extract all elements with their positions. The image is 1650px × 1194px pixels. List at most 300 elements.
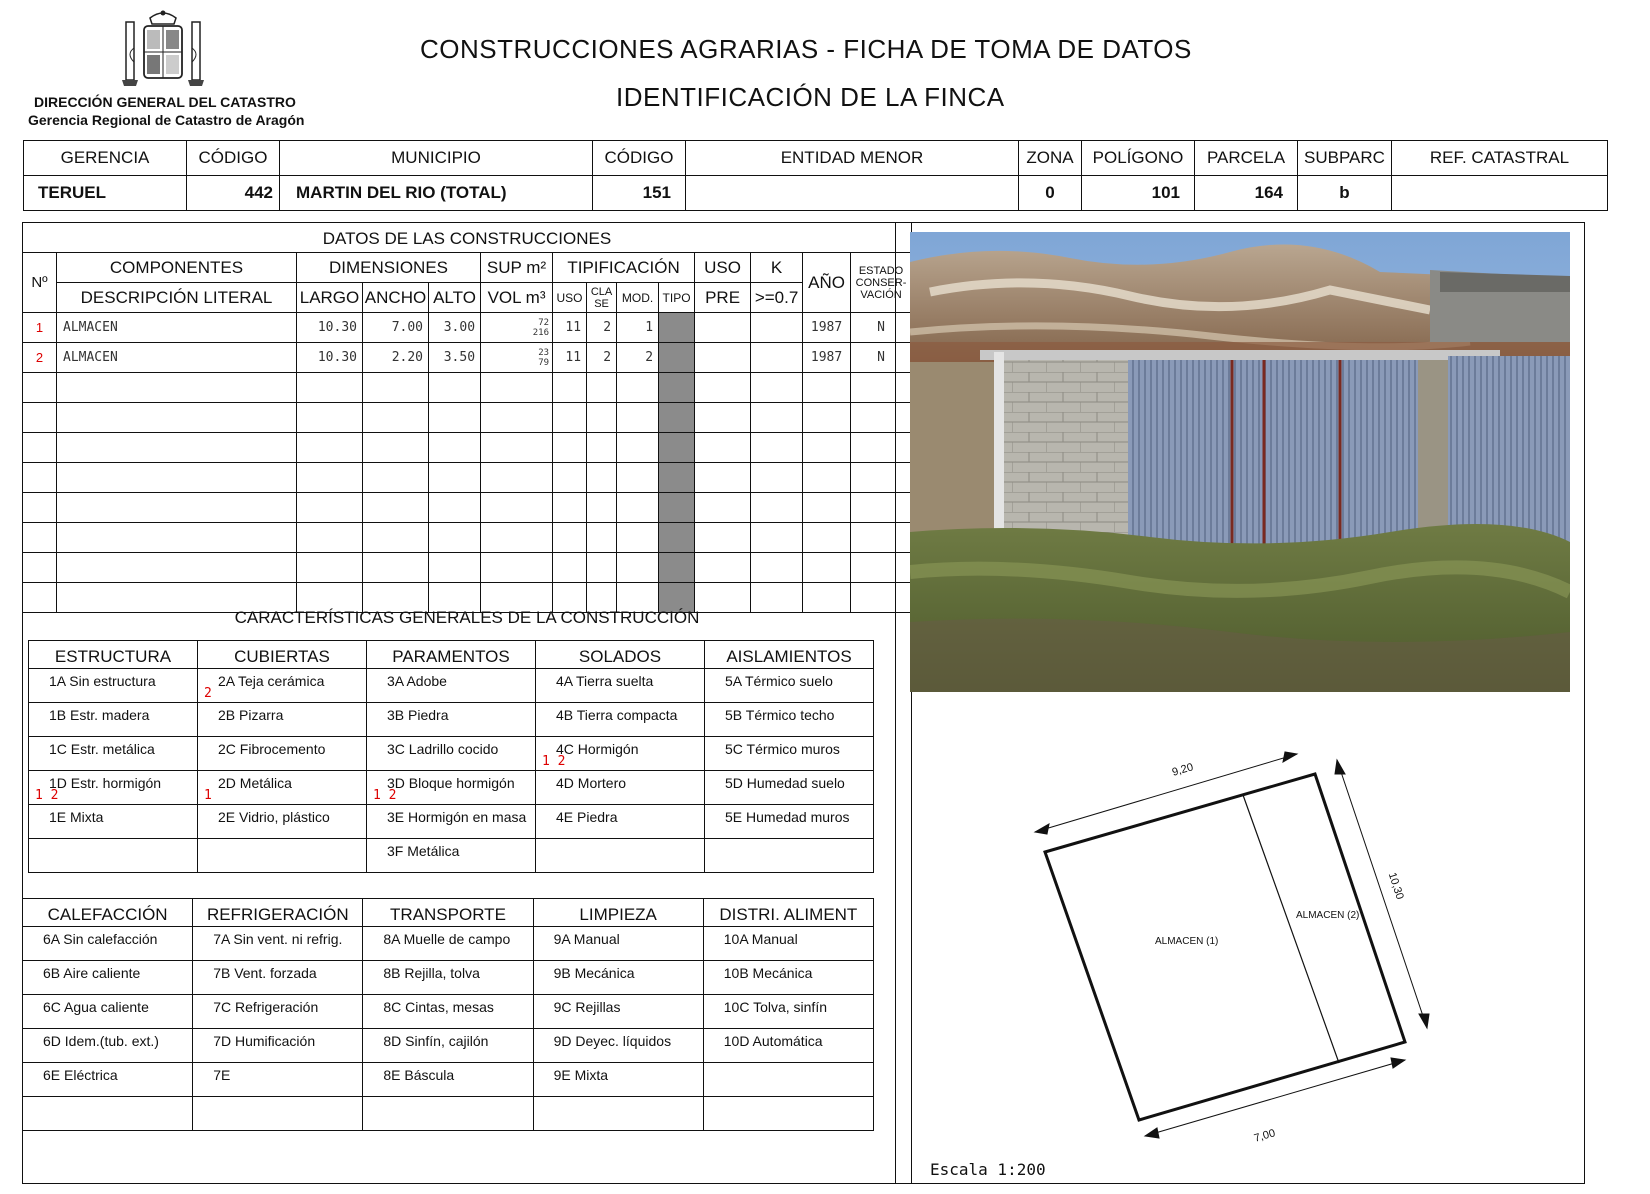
- header-alto: ALTO: [429, 283, 481, 313]
- cell-anio: [803, 433, 851, 463]
- value-codigo-municipio: 151: [593, 176, 686, 211]
- group-header: CUBIERTAS: [198, 641, 367, 669]
- cell-k: [751, 403, 803, 433]
- cell-mod: 2: [617, 343, 659, 373]
- cell-uso: [553, 433, 587, 463]
- characteristic-cell: [703, 1063, 873, 1097]
- cell-alto: [429, 553, 481, 583]
- characteristic-cell: [363, 961, 533, 995]
- characteristic-cell: [363, 1097, 533, 1131]
- characteristic-label: 1A Sin estructura: [49, 673, 156, 689]
- cell-k: [751, 463, 803, 493]
- value-ref-catastral: [1391, 176, 1607, 211]
- header-num: Nº: [23, 253, 57, 313]
- characteristic-label: 7D Humificación: [213, 1033, 316, 1049]
- cell-clase: [587, 463, 617, 493]
- table-row: [29, 839, 874, 873]
- cell-ancho: [363, 433, 429, 463]
- cell-desc: ALMACEN: [57, 343, 297, 373]
- cell-clase: [587, 373, 617, 403]
- characteristic-cell: [23, 995, 193, 1029]
- characteristic-cell: [536, 805, 705, 839]
- cell-uso: [553, 373, 587, 403]
- characteristic-cell: [23, 1029, 193, 1063]
- value-gerencia: TERUEL: [24, 176, 187, 211]
- construcciones-title: DATOS DE LAS CONSTRUCCIONES: [322, 229, 612, 248]
- header-mod: MOD.: [617, 283, 659, 313]
- characteristic-label: 8E Báscula: [383, 1067, 455, 1083]
- header-largo: LARGO: [297, 283, 363, 313]
- characteristic-cell: [29, 839, 198, 873]
- cell-uso: 11: [553, 343, 587, 373]
- cell-ancho: [363, 403, 429, 433]
- cell-anio: [803, 463, 851, 493]
- cell-ancho: 2.20: [363, 343, 429, 373]
- characteristic-label: 1C Estr. metálica: [49, 741, 155, 757]
- cell-largo: [297, 493, 363, 523]
- characteristic-label: 8A Muelle de campo: [383, 931, 511, 947]
- table-row: [23, 463, 912, 493]
- characteristic-label: 2C Fibrocemento: [218, 741, 326, 757]
- table-row: [23, 1097, 874, 1131]
- group-header-row: [29, 641, 874, 669]
- table-row: [23, 343, 912, 373]
- characteristic-label: 6D Idem.(tub. ext.): [43, 1033, 159, 1049]
- cell-supvol: [481, 343, 553, 373]
- cell-clase: [587, 433, 617, 463]
- cell-clase: 2: [587, 343, 617, 373]
- cell-alto: 3.00: [429, 313, 481, 343]
- characteristic-label: 9B Mecánica: [553, 965, 635, 981]
- plan-label-almacen-2: ALMACEN (2): [1296, 910, 1360, 921]
- characteristic-label: 3B Piedra: [387, 707, 449, 723]
- cell-alto: [429, 523, 481, 553]
- characteristic-cell: [367, 703, 536, 737]
- header-k-2: >=0.7: [751, 283, 803, 313]
- characteristic-cell: [29, 737, 198, 771]
- characteristic-cell: [533, 1063, 703, 1097]
- characteristic-label: 9D Deyec. líquidos: [553, 1033, 672, 1049]
- table-row: [23, 927, 874, 961]
- group-header: SOLADOS: [536, 641, 705, 669]
- characteristic-cell: [703, 961, 873, 995]
- cell-usopre: [695, 553, 751, 583]
- cell-mod: [617, 403, 659, 433]
- cell-ancho: [363, 373, 429, 403]
- cell-supvol: [481, 523, 553, 553]
- characteristic-label: 1D Estr. hormigón: [49, 775, 162, 791]
- cell-num: [23, 523, 57, 553]
- selection-mark: 1 2: [373, 788, 397, 803]
- cell-alto: [429, 433, 481, 463]
- characteristic-cell: [703, 995, 873, 1029]
- characteristic-cell: [23, 1063, 193, 1097]
- cell-supvol: [481, 403, 553, 433]
- characteristic-cell: [536, 737, 705, 771]
- label-ref-catastral: REF. CATASTRAL: [1391, 141, 1607, 176]
- header-vol: VOL m³: [481, 283, 553, 313]
- characteristic-label: 3A Adobe: [387, 673, 447, 689]
- characteristic-cell: [193, 927, 363, 961]
- value-poligono: 101: [1082, 176, 1195, 211]
- plan-dim-right: 10,30: [1385, 871, 1406, 901]
- cell-largo: 10.30: [297, 343, 363, 373]
- cell-sup: 23: [538, 347, 550, 358]
- header-estado: ESTADO CONSER- VACIÓN: [851, 253, 912, 313]
- characteristic-cell: [363, 995, 533, 1029]
- construcciones-header-row-2: [23, 283, 912, 313]
- characteristic-cell: [533, 961, 703, 995]
- plan-label-almacen-1: ALMACEN (1): [1155, 936, 1219, 947]
- plan-scale: Escala 1:200: [930, 1160, 1046, 1179]
- cell-tipo: [659, 373, 695, 403]
- header-sup: SUP m²: [481, 253, 553, 283]
- label-codigo-municipio: CÓDIGO: [593, 141, 686, 176]
- characteristic-cell: [703, 1029, 873, 1063]
- cell-mod: [617, 523, 659, 553]
- cell-anio: [803, 553, 851, 583]
- characteristic-cell: [536, 771, 705, 805]
- cell-uso: [553, 523, 587, 553]
- cell-ancho: [363, 493, 429, 523]
- characteristic-label: 4E Piedra: [556, 809, 618, 825]
- characteristic-label: 9E Mixta: [553, 1067, 609, 1083]
- characteristic-cell: [23, 927, 193, 961]
- table-row: [29, 737, 874, 771]
- finca-value-row: [24, 176, 1608, 211]
- characteristic-cell: [703, 1097, 873, 1131]
- table-row: [23, 995, 874, 1029]
- group-header: DISTRI. ALIMENT: [703, 899, 873, 927]
- cell-desc: [57, 523, 297, 553]
- group-header: TRANSPORTE: [363, 899, 533, 927]
- cell-supvol: [481, 553, 553, 583]
- cell-clase: 2: [587, 313, 617, 343]
- characteristic-cell: [198, 839, 367, 873]
- cell-num: [23, 373, 57, 403]
- characteristic-label: 9A Manual: [553, 931, 620, 947]
- plan-dim-bottom: 7,00: [1252, 1127, 1277, 1145]
- cell-mod: [617, 433, 659, 463]
- header-componentes: COMPONENTES: [57, 253, 297, 283]
- finca-id-table: [23, 140, 1608, 211]
- characteristic-label: 3F Metálica: [387, 843, 460, 859]
- cell-ancho: [363, 523, 429, 553]
- selection-mark: 2: [204, 686, 212, 701]
- characteristic-cell: [198, 669, 367, 703]
- characteristic-cell: [193, 1097, 363, 1131]
- construcciones-header-row-1: [23, 253, 912, 283]
- characteristic-label: 2B Pizarra: [218, 707, 284, 723]
- org-line1: DIRECCIÓN GENERAL DEL CATASTRO: [34, 94, 296, 110]
- cell-desc: [57, 433, 297, 463]
- characteristic-label: 5D Humedad suelo: [725, 775, 845, 791]
- characteristic-label: 4B Tierra compacta: [556, 707, 678, 723]
- characteristic-cell: [533, 1097, 703, 1131]
- group-header: CALEFACCIÓN: [23, 899, 193, 927]
- characteristic-cell: [533, 995, 703, 1029]
- cell-tipo: [659, 433, 695, 463]
- value-entidad-menor: [686, 176, 1019, 211]
- header-k-1: K: [751, 253, 803, 283]
- characteristic-cell: [703, 927, 873, 961]
- characteristic-label: 5C Térmico muros: [725, 741, 840, 757]
- characteristic-cell: [23, 1097, 193, 1131]
- characteristic-label: 3D Bloque hormigón: [387, 775, 515, 791]
- characteristic-cell: [705, 771, 874, 805]
- characteristic-label: 9C Rejillas: [553, 999, 621, 1015]
- characteristic-cell: [198, 703, 367, 737]
- table-row: [23, 1029, 874, 1063]
- value-parcela: 164: [1195, 176, 1298, 211]
- characteristic-label: 2E Vidrio, plástico: [218, 809, 330, 825]
- characteristic-label: 7A Sin vent. ni refrig.: [213, 931, 343, 947]
- label-codigo-gerencia: CÓDIGO: [187, 141, 280, 176]
- cell-num: [23, 463, 57, 493]
- cell-supvol: [481, 373, 553, 403]
- cell-k: [751, 553, 803, 583]
- characteristic-cell: [367, 839, 536, 873]
- characteristic-label: 6E Eléctrica: [43, 1067, 118, 1083]
- table-row: [23, 403, 912, 433]
- characteristic-label: 10D Automática: [723, 1033, 823, 1049]
- characteristic-label: 5E Humedad muros: [725, 809, 850, 825]
- characteristic-label: 1E Mixta: [49, 809, 104, 825]
- cell-ancho: [363, 463, 429, 493]
- characteristic-cell: [23, 961, 193, 995]
- characteristic-label: 6A Sin calefacción: [43, 931, 158, 947]
- building-photo: [910, 232, 1570, 692]
- cell-anio: [803, 493, 851, 523]
- cell-supvol: [481, 463, 553, 493]
- table-row: [23, 493, 912, 523]
- characteristic-cell: [29, 771, 198, 805]
- cell-largo: [297, 553, 363, 583]
- characteristic-label: 6B Aire caliente: [43, 965, 141, 981]
- cell-usopre: [695, 523, 751, 553]
- selection-mark: 1 2: [542, 754, 566, 769]
- table-row: [29, 703, 874, 737]
- characteristic-cell: [198, 737, 367, 771]
- characteristic-label: 10A Manual: [723, 931, 798, 947]
- cell-anio: [803, 523, 851, 553]
- caracteristicas-table-1: [28, 640, 874, 873]
- header-uso-pre-1: USO: [695, 253, 751, 283]
- table-row: [23, 961, 874, 995]
- cell-alto: [429, 373, 481, 403]
- cell-num: 1: [23, 313, 57, 343]
- characteristic-cell: [705, 805, 874, 839]
- cell-k: [751, 373, 803, 403]
- label-entidad-menor: ENTIDAD MENOR: [686, 141, 1019, 176]
- characteristic-label: 7E: [213, 1067, 231, 1083]
- cell-supvol: [481, 493, 553, 523]
- cell-tipo: [659, 523, 695, 553]
- cell-largo: [297, 403, 363, 433]
- cell-vol: 79: [538, 357, 550, 368]
- page-subtitle: IDENTIFICACIÓN DE LA FINCA: [616, 82, 1005, 112]
- cell-anio: 1987: [803, 343, 851, 373]
- characteristic-cell: [536, 669, 705, 703]
- cell-estado: N: [851, 313, 912, 343]
- cell-alto: [429, 403, 481, 433]
- table-row: [23, 523, 912, 553]
- table-row: [29, 805, 874, 839]
- cell-uso: 11: [553, 313, 587, 343]
- characteristic-cell: [29, 669, 198, 703]
- value-municipio: MARTIN DEL RIO (TOTAL): [280, 176, 593, 211]
- characteristic-cell: [198, 771, 367, 805]
- cell-largo: [297, 463, 363, 493]
- cell-mod: [617, 463, 659, 493]
- characteristic-cell: [29, 703, 198, 737]
- group-header: AISLAMIENTOS: [705, 641, 874, 669]
- characteristic-label: 7B Vent. forzada: [213, 965, 317, 981]
- cell-largo: [297, 433, 363, 463]
- cell-largo: 10.30: [297, 313, 363, 343]
- cell-uso: [553, 553, 587, 583]
- group-header: LIMPIEZA: [533, 899, 703, 927]
- characteristic-cell: [193, 1063, 363, 1097]
- characteristic-label: 1B Estr. madera: [49, 707, 150, 723]
- caracteristicas-title: CARACTERÍSTICAS GENERALES DE LA CONSTRUCCIÓN: [234, 608, 700, 627]
- cell-mod: [617, 493, 659, 523]
- header-tipo: TIPO: [659, 283, 695, 313]
- cell-k: [751, 493, 803, 523]
- cell-largo: [297, 373, 363, 403]
- finca-label-row: [24, 141, 1608, 176]
- coat-of-arms-icon: [120, 8, 206, 88]
- cell-tipo: [659, 493, 695, 523]
- cell-supvol: [481, 433, 553, 463]
- group-header: REFRIGERACIÓN: [193, 899, 363, 927]
- characteristic-cell: [533, 927, 703, 961]
- plan-dim-top: 9,20: [1170, 761, 1195, 779]
- cell-ancho: [363, 553, 429, 583]
- characteristic-label: 10B Mecánica: [723, 965, 813, 981]
- characteristic-label: 3C Ladrillo cocido: [387, 741, 499, 757]
- cell-desc: [57, 493, 297, 523]
- value-zona: 0: [1019, 176, 1082, 211]
- construcciones-table: [22, 252, 912, 613]
- table-row: [23, 1063, 874, 1097]
- characteristic-cell: [29, 805, 198, 839]
- characteristic-cell: [363, 927, 533, 961]
- caracteristicas-table-2: [22, 898, 874, 1131]
- cell-clase: [587, 493, 617, 523]
- cell-num: [23, 493, 57, 523]
- characteristic-label: 5A Térmico suelo: [725, 673, 833, 689]
- characteristic-cell: [705, 669, 874, 703]
- cell-num: 2: [23, 343, 57, 373]
- cell-alto: [429, 463, 481, 493]
- cell-ancho: 7.00: [363, 313, 429, 343]
- group-header: PARAMENTOS: [367, 641, 536, 669]
- cell-desc: [57, 553, 297, 583]
- cell-k: [751, 523, 803, 553]
- cell-desc: [57, 403, 297, 433]
- characteristic-cell: [193, 961, 363, 995]
- cell-mod: 1: [617, 313, 659, 343]
- group-header: ESTRUCTURA: [29, 641, 198, 669]
- value-subparc: b: [1298, 176, 1392, 211]
- characteristic-label: 3E Hormigón en masa: [387, 809, 527, 825]
- header-uso: USO: [553, 283, 587, 313]
- characteristic-cell: [536, 839, 705, 873]
- cell-estado: N: [851, 343, 912, 373]
- cell-tipo: [659, 463, 695, 493]
- characteristic-label: 4A Tierra suelta: [556, 673, 654, 689]
- cell-mod: [617, 553, 659, 583]
- characteristic-label: 4D Mortero: [556, 775, 627, 791]
- cell-num: [23, 553, 57, 583]
- cell-vol: 216: [532, 327, 550, 338]
- characteristic-cell: [367, 669, 536, 703]
- table-row: [23, 373, 912, 403]
- label-municipio: MUNICIPIO: [280, 141, 593, 176]
- cell-anio: [803, 403, 851, 433]
- characteristic-cell: [536, 703, 705, 737]
- cell-tipo: [659, 343, 695, 373]
- cell-k: [751, 343, 803, 373]
- characteristic-label: 8C Cintas, mesas: [383, 999, 494, 1015]
- cell-k: [751, 433, 803, 463]
- group-header-row: [23, 899, 874, 927]
- label-zona: ZONA: [1019, 141, 1082, 176]
- selection-mark: 1: [204, 788, 212, 803]
- characteristic-cell: [363, 1029, 533, 1063]
- characteristic-cell: [363, 1063, 533, 1097]
- label-gerencia: GERENCIA: [24, 141, 187, 176]
- characteristic-label: 2A Teja cerámica: [218, 673, 325, 689]
- characteristic-label: 4C Hormigón: [556, 741, 639, 757]
- cell-uso: [553, 463, 587, 493]
- characteristic-cell: [193, 1029, 363, 1063]
- cell-anio: 1987: [803, 313, 851, 343]
- cell-usopre: [695, 373, 751, 403]
- cell-clase: [587, 553, 617, 583]
- header-ancho: ANCHO: [363, 283, 429, 313]
- cell-k: [751, 313, 803, 343]
- characteristic-cell: [367, 771, 536, 805]
- cell-sup: 72: [538, 317, 550, 328]
- header-uso-pre-2: PRE: [695, 283, 751, 313]
- table-row: [23, 433, 912, 463]
- characteristic-label: 5B Térmico techo: [725, 707, 835, 723]
- cell-uso: [553, 403, 587, 433]
- cell-num: [23, 433, 57, 463]
- characteristic-label: 7C Refrigeración: [213, 999, 319, 1015]
- cell-usopre: [695, 433, 751, 463]
- cell-usopre: [695, 343, 751, 373]
- cell-usopre: [695, 463, 751, 493]
- cell-num: [23, 403, 57, 433]
- header-clase: CLA SE: [587, 283, 617, 313]
- cell-desc: [57, 463, 297, 493]
- characteristic-label: 10C Tolva, sinfín: [723, 999, 827, 1015]
- table-row: [23, 313, 912, 343]
- label-parcela: PARCELA: [1195, 141, 1298, 176]
- table-row: [23, 553, 912, 583]
- cell-anio: [803, 373, 851, 403]
- characteristic-cell: [705, 839, 874, 873]
- characteristic-cell: [705, 703, 874, 737]
- cell-mod: [617, 373, 659, 403]
- cell-desc: ALMACEN: [57, 313, 297, 343]
- floor-plan: [895, 700, 1585, 1170]
- label-poligono: POLÍGONO: [1082, 141, 1195, 176]
- label-subparc: SUBPARC: [1298, 141, 1392, 176]
